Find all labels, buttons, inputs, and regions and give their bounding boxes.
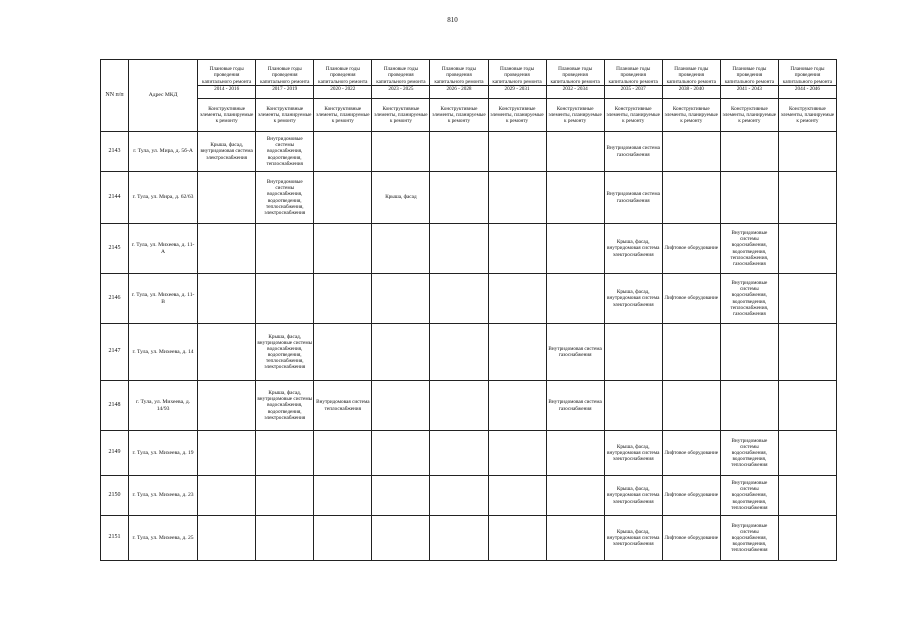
repair-cell: Крыша, фасад, внутридомовая система электроснабжения: [604, 476, 662, 516]
repair-cell: Лифтовое оборудование: [662, 224, 720, 274]
header-period: [488, 60, 546, 99]
period-years: 2026 - 2028: [430, 85, 487, 92]
period-years: 2035 - 2037: [605, 85, 662, 92]
header-period: [662, 60, 720, 99]
table-row: [101, 381, 837, 431]
repair-cell: Лифтовое оборудование: [662, 274, 720, 324]
row-address: г. Тула, ул. Михеева, д. 25: [129, 516, 198, 561]
repair-cell: Крыша, фасад, внутридомовая система электроснабжения: [604, 224, 662, 274]
repair-cell: [778, 476, 836, 516]
repair-cell: [314, 172, 372, 224]
table-row: [101, 516, 837, 561]
repair-cell: Крыша, фасад, внутридомовые системы водоснабжения, водоотведения, электроснабжения: [256, 381, 314, 431]
repair-cell: [488, 324, 546, 381]
row-number: 2146: [101, 274, 129, 324]
repair-cell: Крыша, фасад, внутридомовые системы водоснабжения, водоотведения, теплоснабжения, электроснабжения: [256, 324, 314, 381]
repair-cell: Внутридомовые системы водоснабжения, водоотведения, теплоснабжения, газоснабжения: [720, 224, 778, 274]
repair-cell: [778, 381, 836, 431]
header-period: [198, 60, 256, 99]
period-years: 2038 - 2040: [663, 85, 720, 92]
repair-cell: [546, 224, 604, 274]
header-row-periods: [101, 60, 837, 99]
repair-cell: [256, 431, 314, 476]
repair-cell: [546, 431, 604, 476]
repair-cell: [314, 274, 372, 324]
table-row: [101, 132, 837, 172]
repair-cell: [778, 274, 836, 324]
repair-cell: [314, 324, 372, 381]
period-years: 2014 - 2016: [198, 85, 255, 92]
repair-cell: [198, 224, 256, 274]
repair-cell: [372, 516, 430, 561]
period-title: Плановые годы проведения капитального ремонта: [608, 66, 658, 85]
repair-cell: [314, 516, 372, 561]
repair-cell: [372, 381, 430, 431]
repair-cell: Крыша, фасад, внутридомовая система электроснабжения: [198, 132, 256, 172]
repair-cell: [430, 274, 488, 324]
period-title: Плановые годы проведения капитального ремонта: [550, 66, 600, 85]
repair-cell: Крыша, фасад: [372, 172, 430, 224]
row-number: 2149: [101, 431, 129, 476]
row-address: г. Тула, ул. Михеева, д. 11-А: [129, 224, 198, 274]
table-row: [101, 431, 837, 476]
repair-cell: [198, 172, 256, 224]
repair-cell: [430, 381, 488, 431]
header-elements: Конструктивные элементы, планируемые к ремонту: [546, 99, 604, 132]
header-nn: NN п/п: [101, 60, 129, 132]
repair-cell: [372, 132, 430, 172]
row-address: г. Тула, ул. Мира, д. 62/63: [129, 172, 198, 224]
period-years: 2041 - 2043: [721, 85, 778, 92]
repair-cell: Внутридомовые системы водоснабжения, водоотведения, теплоснабжения: [256, 132, 314, 172]
repair-cell: [662, 172, 720, 224]
repair-cell: [720, 324, 778, 381]
repair-cell: [546, 172, 604, 224]
repair-cell: [314, 132, 372, 172]
repair-cell: [198, 381, 256, 431]
header-elements: Конструктивные элементы, планируемые к ремонту: [198, 99, 256, 132]
period-title: Плановые годы проведения капитального ремонта: [260, 66, 310, 85]
period-title: Плановые годы проведения капитального ремонта: [434, 66, 484, 85]
period-title: Плановые годы проведения капитального ремонта: [202, 66, 252, 85]
repair-cell: [488, 476, 546, 516]
row-address: г. Тула, ул. Михеева, д. 23: [129, 476, 198, 516]
period-years: 2032 - 2034: [547, 85, 604, 92]
repair-cell: [314, 224, 372, 274]
repair-cell: Лифтовое оборудование: [662, 431, 720, 476]
repair-cell: Внутридомовые системы водоснабжения, водоотведения, теплоснабжения: [720, 476, 778, 516]
repair-cell: Внутридомовая система газоснабжения: [546, 324, 604, 381]
repair-cell: [372, 324, 430, 381]
repair-cell: [430, 516, 488, 561]
row-address: г. Тула, ул. Мира, д. 5б-А: [129, 132, 198, 172]
header-period: [546, 60, 604, 99]
repair-cell: [720, 172, 778, 224]
header-elements: Конструктивные элементы, планируемые к ремонту: [314, 99, 372, 132]
period-years: 2044 - 2046: [779, 85, 836, 92]
period-years: 2017 - 2019: [256, 85, 313, 92]
row-number: 2144: [101, 172, 129, 224]
repair-cell: Внутридомовые системы водоснабжения, водоотведения, теплоснабжения: [720, 431, 778, 476]
repair-cell: Внутридомовые системы водоснабжения, водоотведения, теплоснабжения, газоснабжения: [720, 274, 778, 324]
period-title: Плановые годы проведения капитального ремонта: [782, 66, 833, 85]
period-title: Плановые годы проведения капитального ремонта: [318, 66, 368, 85]
repair-cell: [372, 431, 430, 476]
repair-cell: Крыша, фасад, внутридомовая система электроснабжения: [604, 274, 662, 324]
header-period: [720, 60, 778, 99]
repair-cell: [256, 274, 314, 324]
repair-cell: [546, 476, 604, 516]
row-address: г. Тула, ул. Михеева, д. 14: [129, 324, 198, 381]
table-row: [101, 172, 837, 224]
repair-cell: [256, 476, 314, 516]
repair-cell: [430, 224, 488, 274]
repair-cell: [488, 172, 546, 224]
repair-cell: [546, 516, 604, 561]
header-address: Адрес МКД: [129, 60, 198, 132]
repair-cell: [488, 274, 546, 324]
repair-cell: [430, 132, 488, 172]
repair-cell: [430, 172, 488, 224]
repair-cell: [430, 431, 488, 476]
repair-cell: [546, 274, 604, 324]
repair-cell: [778, 516, 836, 561]
repair-cell: [662, 381, 720, 431]
header-period: [372, 60, 430, 99]
header-elements: Конструктивные элементы, планируемые к ремонту: [430, 99, 488, 132]
period-years: 2029 - 2031: [489, 85, 546, 92]
row-number: 2147: [101, 324, 129, 381]
repair-cell: [720, 132, 778, 172]
repair-cell: [778, 172, 836, 224]
table-row: [101, 274, 837, 324]
repair-cell: [430, 476, 488, 516]
repair-cell: [198, 324, 256, 381]
repair-cell: Лифтовое оборудование: [662, 516, 720, 561]
table-row: [101, 224, 837, 274]
repair-cell: [314, 476, 372, 516]
header-elements: Конструктивные элементы, планируемые к ремонту: [720, 99, 778, 132]
repair-cell: [546, 132, 604, 172]
period-years: 2020 - 2022: [314, 85, 371, 92]
repair-cell: [198, 274, 256, 324]
repair-cell: [778, 132, 836, 172]
repair-cell: [372, 224, 430, 274]
repair-cell: [662, 324, 720, 381]
repair-cell: [604, 324, 662, 381]
header-period: [256, 60, 314, 99]
repair-cell: [430, 324, 488, 381]
repair-cell: [488, 132, 546, 172]
row-number: 2148: [101, 381, 129, 431]
header-elements: Конструктивные элементы, планируемые к ремонту: [488, 99, 546, 132]
row-number: 2143: [101, 132, 129, 172]
repair-cell: [372, 476, 430, 516]
header-period: [314, 60, 372, 99]
header-period: [430, 60, 488, 99]
header-period: [778, 60, 836, 99]
repair-cell: [198, 476, 256, 516]
repair-cell: [662, 132, 720, 172]
repair-cell: Внутридомовые системы водоснабжения, водоотведения, теплоснабжения: [720, 516, 778, 561]
repair-schedule-table: [100, 59, 837, 561]
period-years: 2023 - 2025: [372, 85, 429, 92]
repair-cell: Внутридомовые системы водоснабжения, водоотведения, теплоснабжения, электроснабжения: [256, 172, 314, 224]
row-number: 2150: [101, 476, 129, 516]
row-number: 2145: [101, 224, 129, 274]
repair-cell: [720, 381, 778, 431]
page-number: 810: [447, 16, 458, 24]
repair-cell: [488, 224, 546, 274]
repair-cell: [488, 516, 546, 561]
header-period: [604, 60, 662, 99]
table-row: [101, 476, 837, 516]
repair-cell: [256, 516, 314, 561]
header-elements: Конструктивные элементы, планируемые к ремонту: [778, 99, 836, 132]
header-row-elements: [101, 99, 837, 132]
repair-cell: Крыша, фасад, внутридомовая система электроснабжения: [604, 431, 662, 476]
repair-cell: [778, 431, 836, 476]
period-title: Плановые годы проведения капитального ремонта: [724, 66, 775, 85]
repair-cell: [778, 224, 836, 274]
header-elements: Конструктивные элементы, планируемые к ремонту: [372, 99, 430, 132]
row-address: г. Тула, ул. Михеева, д. 14/93: [129, 381, 198, 431]
repair-cell: [198, 431, 256, 476]
period-title: Плановые годы проведения капитального ремонта: [376, 66, 426, 85]
table-row: [101, 324, 837, 381]
repair-cell: Внутридомовая система газоснабжения: [604, 172, 662, 224]
header-elements: Конструктивные элементы, планируемые к ремонту: [662, 99, 720, 132]
repair-cell: Внутридомовая система газоснабжения: [546, 381, 604, 431]
row-number: 2151: [101, 516, 129, 561]
repair-cell: Внутридомовая система газоснабжения: [604, 132, 662, 172]
header-elements: Конструктивные элементы, планируемые к ремонту: [604, 99, 662, 132]
repair-cell: [488, 431, 546, 476]
repair-cell: [778, 324, 836, 381]
repair-cell: [488, 381, 546, 431]
repair-cell: [604, 381, 662, 431]
period-title: Плановые годы проведения капитального ремонта: [666, 66, 716, 85]
header-elements: Конструктивные элементы, планируемые к ремонту: [256, 99, 314, 132]
repair-cell: Крыша, фасад, внутридомовая система электроснабжения: [604, 516, 662, 561]
table-body: [101, 132, 837, 561]
repair-cell: Лифтовое оборудование: [662, 476, 720, 516]
repair-cell: [198, 516, 256, 561]
repair-cell: [372, 274, 430, 324]
repair-cell: [256, 224, 314, 274]
row-address: г. Тула, ул. Михеева, д. 19: [129, 431, 198, 476]
row-address: г. Тула, ул. Михеева, д. 11-В: [129, 274, 198, 324]
period-title: Плановые годы проведения капитального ремонта: [492, 66, 542, 85]
repair-cell: Внутридомовая система теплоснабжения: [314, 381, 372, 431]
repair-cell: [314, 431, 372, 476]
